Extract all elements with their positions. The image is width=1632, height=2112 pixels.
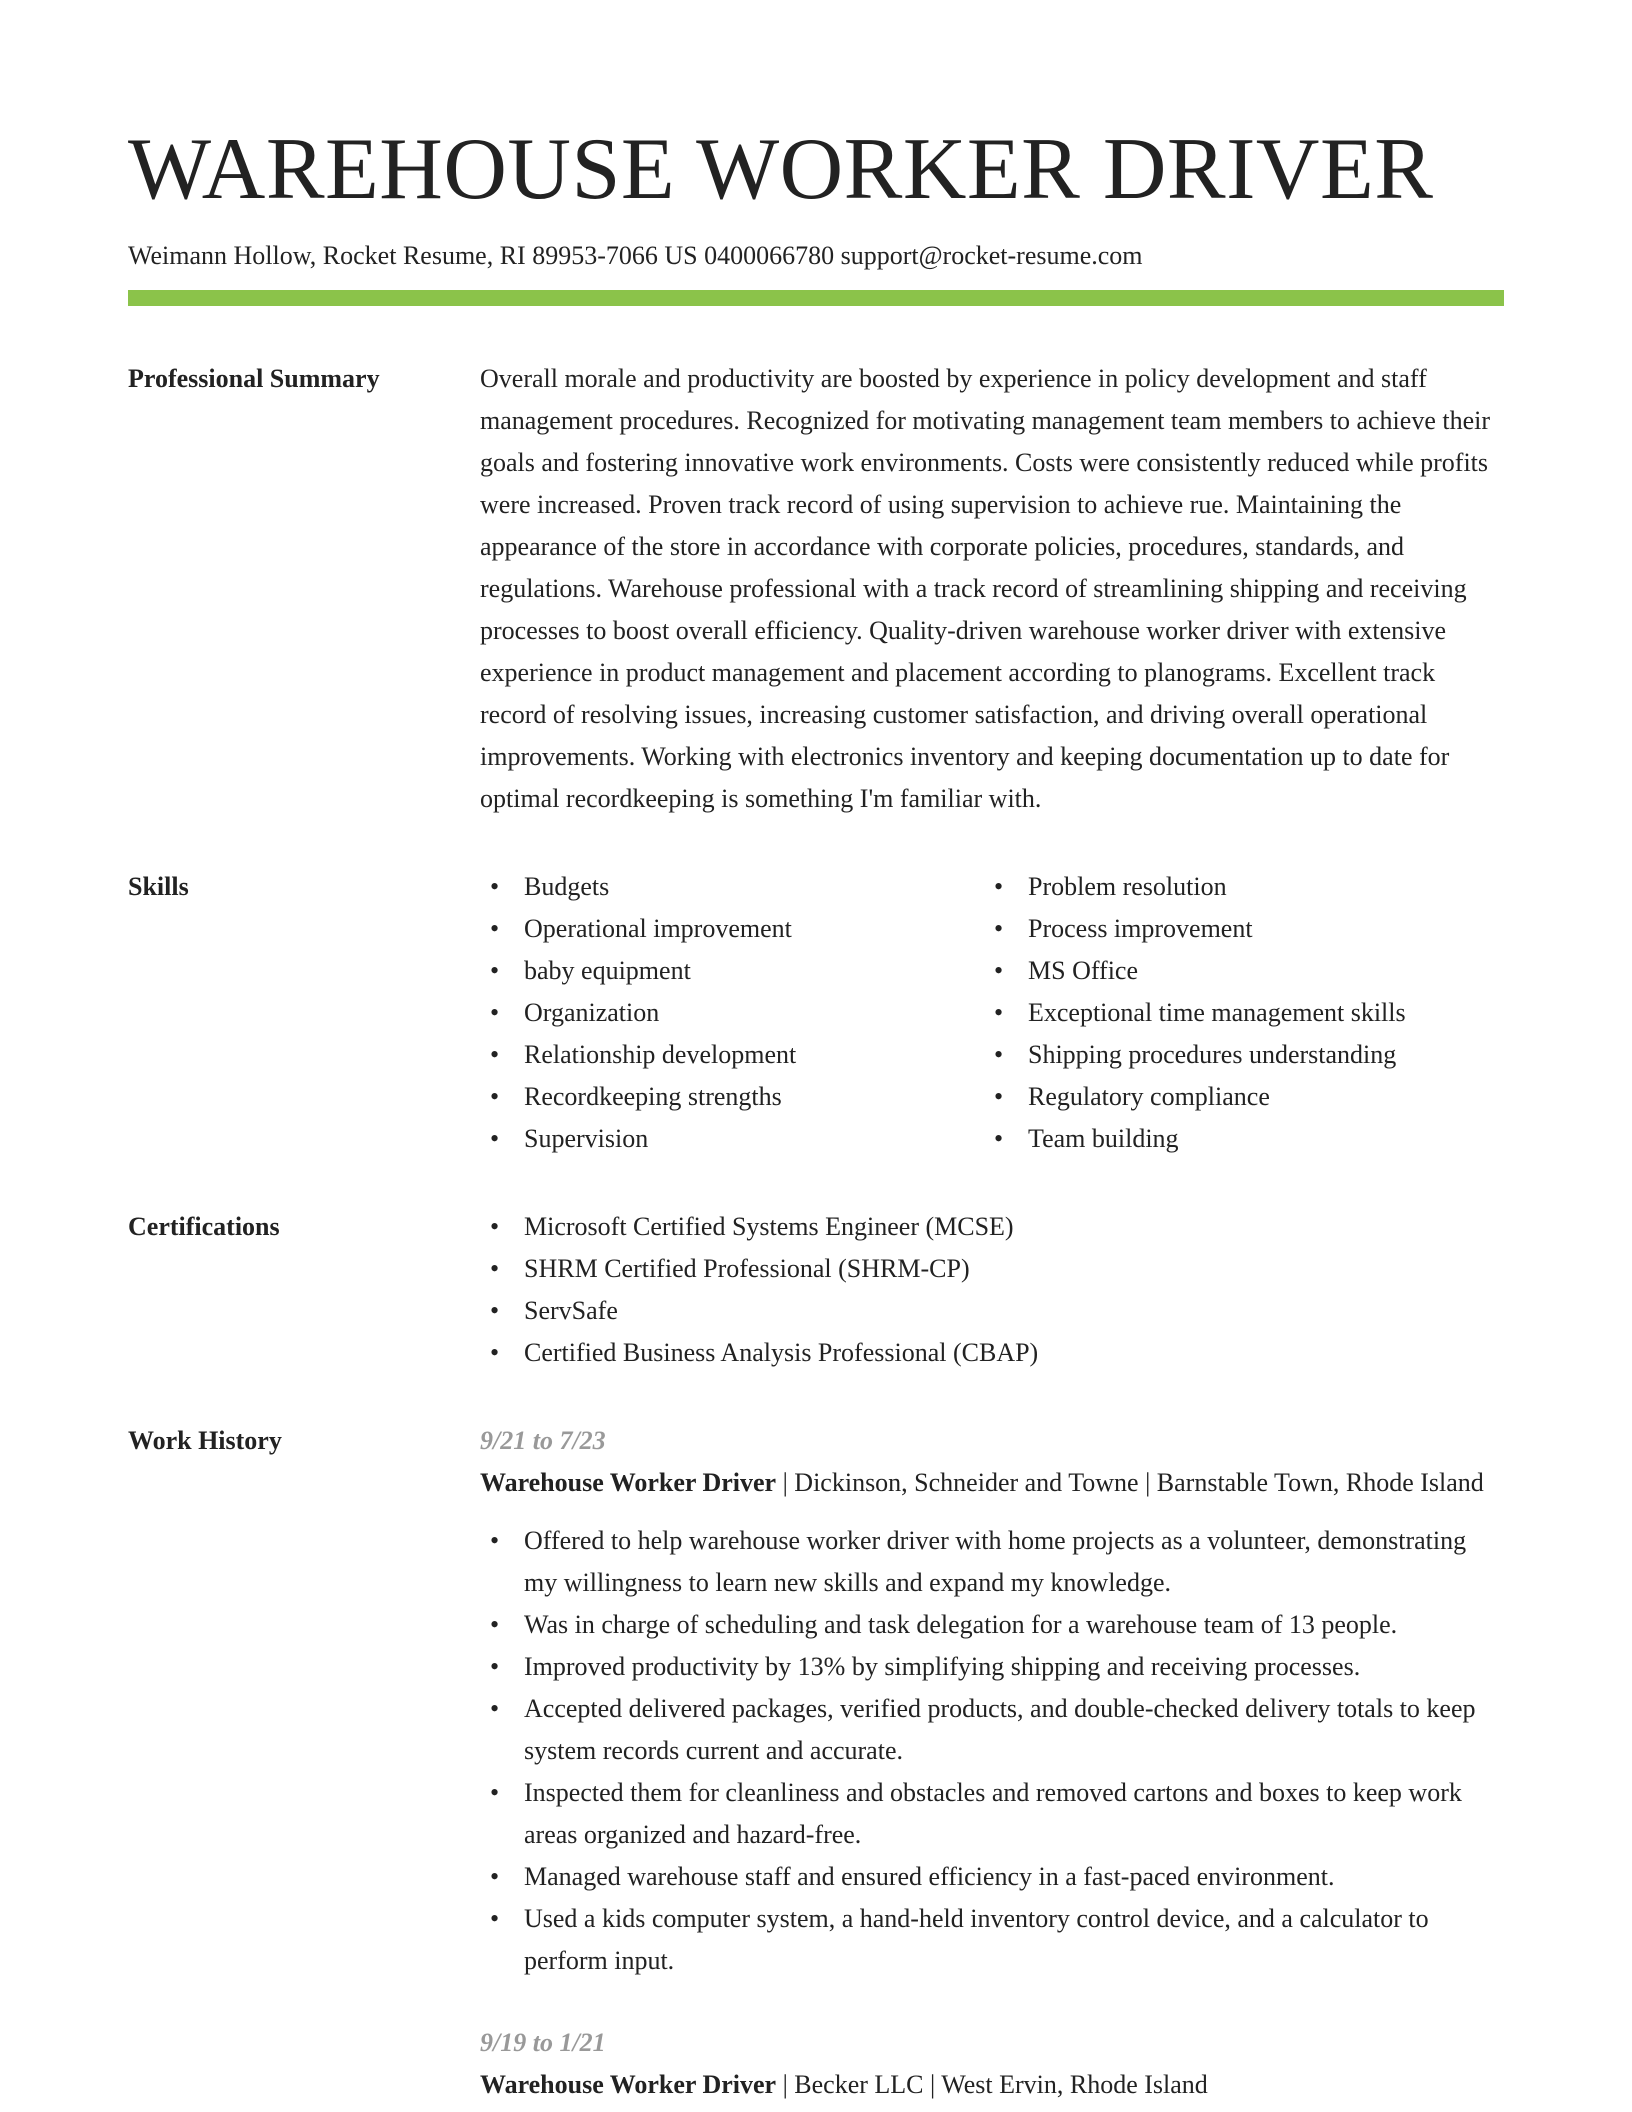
resume-name: WAREHOUSE WORKER DRIVER bbox=[128, 121, 1434, 218]
skill-item: • Relationship development bbox=[480, 1034, 984, 1076]
skills-list-right bbox=[984, 866, 1488, 1160]
summary-section bbox=[128, 358, 1504, 820]
job-bullets bbox=[480, 1520, 1504, 1982]
skills-list-left bbox=[480, 866, 984, 1160]
job-bullet: • Accepted delivered packages, verified products, and double-checked delivery totals to keep system records current and accurate. bbox=[480, 1688, 1504, 1772]
skills-heading: Skills bbox=[128, 872, 189, 901]
job-entry bbox=[480, 2022, 1504, 2106]
job-entry bbox=[480, 1420, 1504, 1982]
certification-item: • SHRM Certified Professional (SHRM-CP) bbox=[480, 1248, 1504, 1290]
skill-item: • Problem resolution bbox=[984, 866, 1488, 908]
job-title: Warehouse Worker Driver bbox=[480, 1468, 777, 1497]
certification-item: • Microsoft Certified Systems Engineer (MCSE) bbox=[480, 1206, 1504, 1248]
work-history-section bbox=[128, 1420, 1504, 2106]
skill-item: • Operational improvement bbox=[480, 908, 984, 950]
job-heading bbox=[480, 2064, 1504, 2106]
certifications-section bbox=[128, 1206, 1504, 1374]
skill-item: • Shipping procedures understanding bbox=[984, 1034, 1488, 1076]
skill-item: • Process improvement bbox=[984, 908, 1488, 950]
skill-item: • Regulatory compliance bbox=[984, 1076, 1488, 1118]
skill-item: • Exceptional time management skills bbox=[984, 992, 1488, 1034]
resume-page bbox=[128, 120, 1504, 2106]
job-bullet: • Offered to help warehouse worker driver with home projects as a volunteer, demonstrating my willingness to learn new skills and expand my knowledge. bbox=[480, 1520, 1504, 1604]
certification-item: • ServSafe bbox=[480, 1290, 1504, 1332]
accent-divider bbox=[128, 290, 1504, 306]
summary-heading: Professional Summary bbox=[128, 364, 380, 393]
job-heading bbox=[480, 1462, 1504, 1504]
skill-item: • Organization bbox=[480, 992, 984, 1034]
contact-line: Weimann Hollow, Rocket Resume, RI 89953-7066 US 0400066780 support@rocket-resume.com bbox=[128, 241, 1143, 270]
job-details: | Dickinson, Schneider and Towne | Barnstable Town, Rhode Island bbox=[776, 1468, 1484, 1497]
job-title: Warehouse Worker Driver bbox=[480, 2070, 777, 2099]
certifications-list bbox=[480, 1206, 1504, 1374]
work-history-heading: Work History bbox=[128, 1426, 282, 1455]
skill-item: • MS Office bbox=[984, 950, 1488, 992]
job-dates: 9/21 to 7/23 bbox=[480, 1426, 606, 1455]
skill-item: • Budgets bbox=[480, 866, 984, 908]
job-bullet: • Inspected them for cleanliness and obstacles and removed cartons and boxes to keep work areas organized and hazard-free. bbox=[480, 1772, 1504, 1856]
skills-section bbox=[128, 866, 1504, 1160]
job-bullet: • Was in charge of scheduling and task delegation for a warehouse team of 13 people. bbox=[480, 1604, 1504, 1646]
certification-item: • Certified Business Analysis Professional (CBAP) bbox=[480, 1332, 1504, 1374]
job-bullet: • Improved productivity by 13% by simplifying shipping and receiving processes. bbox=[480, 1646, 1504, 1688]
job-details: | Becker LLC | West Ervin, Rhode Island bbox=[776, 2070, 1208, 2099]
job-bullet: • Managed warehouse staff and ensured efficiency in a fast-paced environment. bbox=[480, 1856, 1504, 1898]
summary-text: Overall morale and productivity are boosted by experience in policy development and staff management procedures. Recognized for motivating management team members to achieve their goals and fostering innovative work environments. Costs were consistently reduced while profits were increased. Proven track record of using supervision to achieve rue. Maintaining the appearance of the store in accordance with corporate policies, procedures, standards, and regulations. Warehouse professional with a track record of streamlining shipping and receiving processes to boost overall efficiency. Quality-driven warehouse worker driver with extensive experience in product management and placement according to planograms. Excellent track record of resolving issues, increasing customer satisfaction, and driving overall operational improvements. Working with electronics inventory and keeping documentation up to date for optimal recordkeeping is something I'm familiar with. bbox=[480, 364, 1491, 813]
skill-item: • baby equipment bbox=[480, 950, 984, 992]
skill-item: • Team building bbox=[984, 1118, 1488, 1160]
skill-item: • Recordkeeping strengths bbox=[480, 1076, 984, 1118]
skill-item: • Supervision bbox=[480, 1118, 984, 1160]
job-bullet: • Used a kids computer system, a hand-held inventory control device, and a calculator to perform input. bbox=[480, 1898, 1504, 1982]
job-dates: 9/19 to 1/21 bbox=[480, 2028, 606, 2057]
certifications-heading: Certifications bbox=[128, 1212, 280, 1241]
